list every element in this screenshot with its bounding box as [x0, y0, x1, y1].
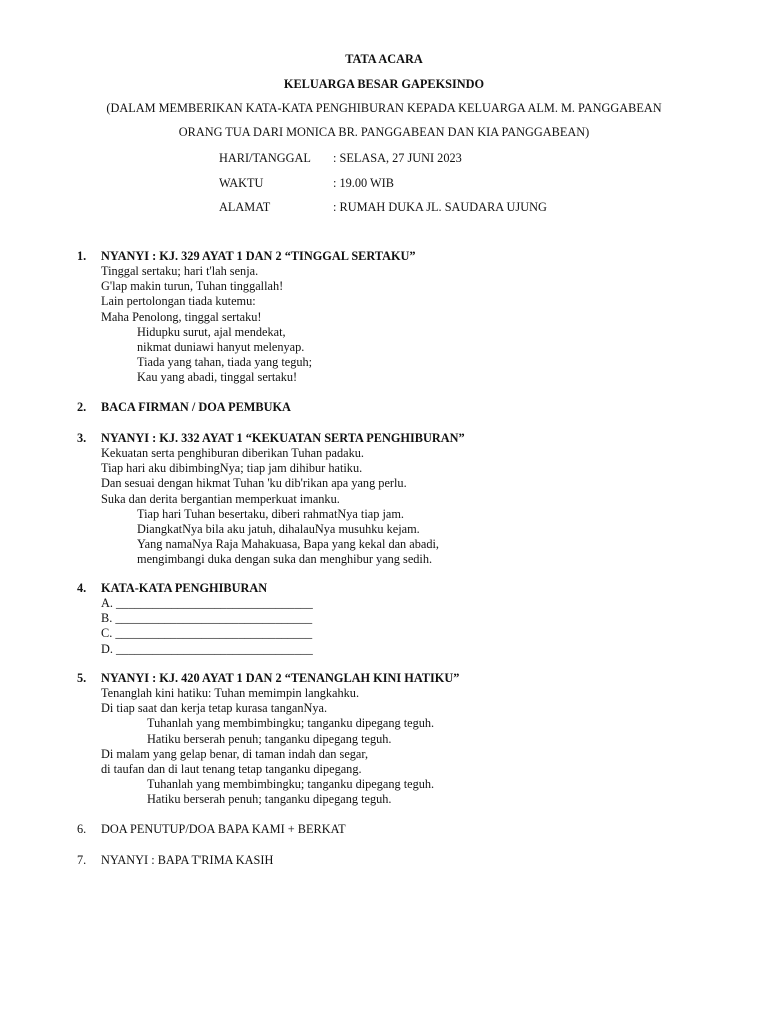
item-number: 3. [77, 431, 87, 445]
hymn-lyrics [101, 264, 312, 386]
lyric-line: di taufan dan di laut tenang tetap tanganku dipegang. [101, 761, 362, 776]
item-number: 1. [77, 249, 87, 263]
speaker-blank-line: A. ________________________________ [101, 596, 313, 610]
lyric-line: Hatiku berserah penuh; tanganku dipegang teguh. [147, 731, 392, 746]
lyric-line: Maha Penolong, tinggal sertaku! [101, 309, 262, 324]
lyric-line: Kau yang abadi, tinggal sertaku! [137, 370, 298, 385]
item-number: 4. [77, 581, 87, 595]
hymn-lyrics [101, 446, 439, 568]
speaker-blank-line: B. ________________________________ [101, 611, 313, 626]
lyric-line: Yang namaNya Raja Mahakuasa, Bapa yang kekal dan abadi, [137, 537, 439, 552]
item-title: DOA PENUTUP/DOA BAPA KAMI + BERKAT [101, 822, 346, 836]
speaker-blank-line: C. ________________________________ [101, 626, 313, 641]
purpose-line-1: (DALAM MEMBERIKAN KATA-KATA PENGHIBURAN KEPADA KELUARGA ALM. M. PANGGABEAN [106, 101, 662, 115]
item-number: 6. [77, 822, 87, 836]
lyric-line: Tiap hari aku dibimbingNya; tiap jam dihibur hatiku. [101, 461, 363, 476]
lyric-line: Di malam yang gelap benar, di taman indah dan segar, [101, 746, 369, 761]
lyric-line: Tuhanlah yang membimbingku; tanganku dipegang teguh. [147, 777, 435, 792]
purpose-line-2: ORANG TUA DARI MONICA BR. PANGGABEAN DAN KIA PANGGABEAN) [178, 125, 590, 139]
item-number: 2. [77, 400, 87, 414]
item-title: NYANYI : KJ. 420 AYAT 1 DAN 2 “TENANGLAH KINI HATIKU” [101, 671, 460, 685]
lyric-line: Di tiap saat dan kerja tetap kurasa tanganNya. [101, 701, 328, 716]
org-name: KELUARGA BESAR GAPEKSINDO [283, 77, 485, 91]
item-title: KATA-KATA PENGHIBURAN [101, 581, 268, 595]
doc-title: TATA ACARA [345, 52, 423, 66]
hymn-lyrics [101, 686, 434, 808]
lyric-line: nikmat duniawi hanyut melenyap. [137, 339, 305, 354]
item-number: 5. [77, 671, 87, 685]
info-value-date: : SELASA, 27 JUNI 2023 [333, 151, 462, 165]
item-title: NYANYI : KJ. 329 AYAT 1 DAN 2 “TINGGAL SERTAKU” [101, 249, 416, 263]
lyric-line: Tiada yang tahan, tiada yang teguh; [137, 355, 313, 370]
info-value-address: : RUMAH DUKA JL. SAUDARA UJUNG [333, 200, 547, 214]
lyric-line: DiangkatNya bila aku jatuh, dihalauNya musuhku kejam. [137, 521, 420, 536]
lyric-line: Kekuatan serta penghiburan diberikan Tuhan padaku. [101, 446, 364, 460]
lyric-line: Dan sesuai dengan hikmat Tuhan 'ku dib'rikan apa yang perlu. [101, 476, 407, 491]
lyric-line: Lain pertolongan tiada kutemu: [101, 294, 256, 309]
lyric-line: mengimbangi duka dengan suka dan menghibur yang sedih. [137, 552, 433, 567]
info-label-address: ALAMAT [219, 200, 271, 214]
info-value-time: : 19.00 WIB [333, 176, 394, 190]
item-title: NYANYI : KJ. 332 AYAT 1 “KEKUATAN SERTA PENGHIBURAN” [101, 431, 465, 445]
lyric-line: Hatiku berserah penuh; tanganku dipegang teguh. [147, 792, 392, 807]
item-title: NYANYI : BAPA T'RIMA KASIH [101, 853, 274, 867]
lyric-line: Hidupku surut, ajal mendekat, [137, 324, 286, 339]
lyric-line: Tiap hari Tuhan besertaku, diberi rahmatNya tiap jam. [137, 506, 404, 521]
speaker-blank-line: D. ________________________________ [101, 641, 313, 656]
lyric-line: Tinggal sertaku; hari t'lah senja. [101, 264, 259, 278]
item-title: BACA FIRMAN / DOA PEMBUKA [101, 400, 291, 414]
info-label-date: HARI/TANGGAL [219, 151, 311, 165]
lyric-line: Tuhanlah yang membimbingku; tanganku dipegang teguh. [147, 716, 435, 731]
lyric-line: G'lap makin turun, Tuhan tinggallah! [101, 279, 284, 294]
info-label-time: WAKTU [219, 176, 264, 190]
speaker-list [101, 596, 313, 657]
lyric-line: Tenanglah kini hatiku: Tuhan memimpin langkahku. [101, 686, 360, 700]
lyric-line: Suka dan derita bergantian memperkuat imanku. [101, 491, 340, 506]
item-number: 7. [77, 853, 87, 867]
